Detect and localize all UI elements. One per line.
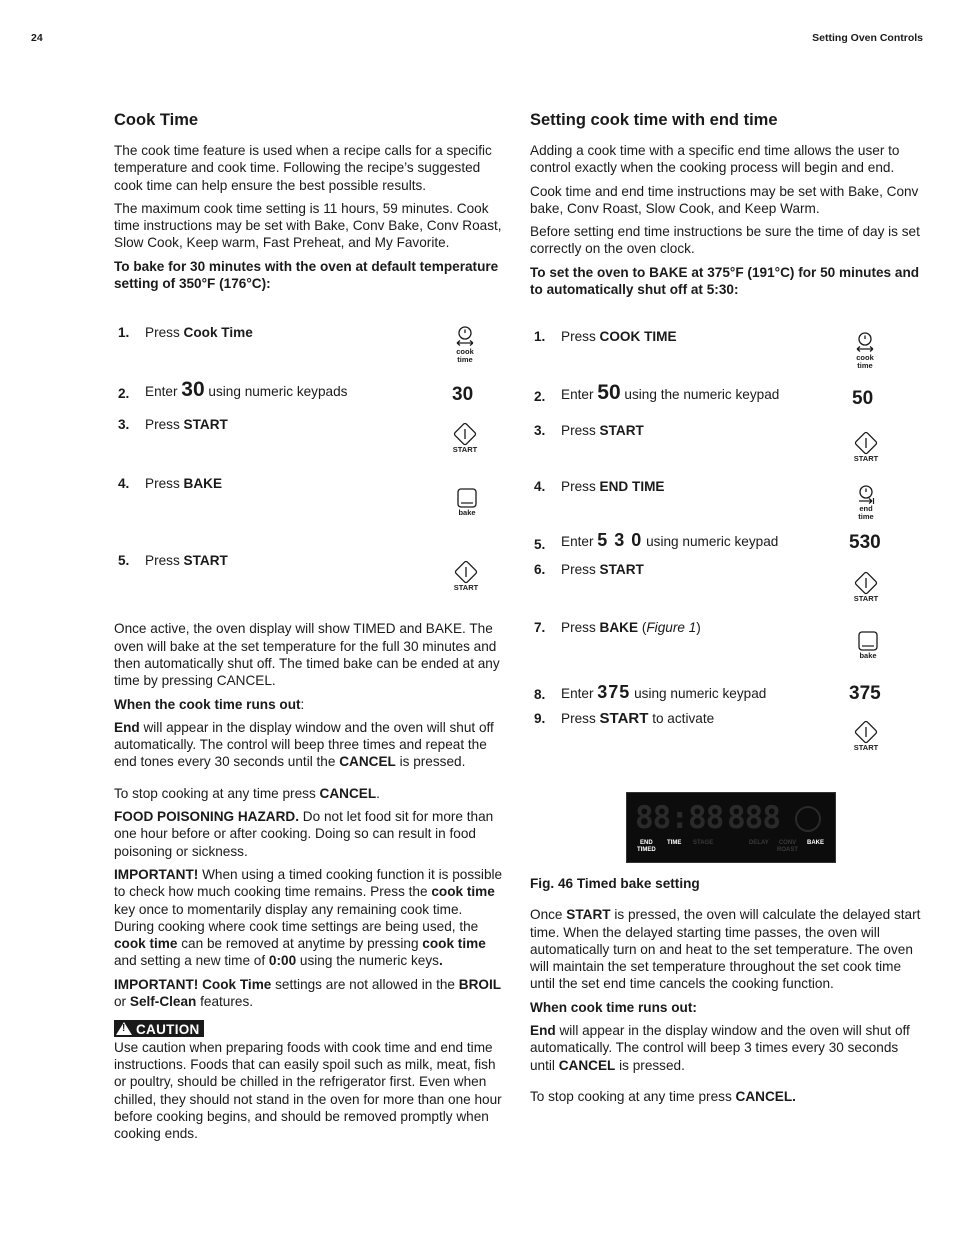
bake-icon: bake	[846, 630, 890, 660]
end-paragraph: End will appear in the display window and the oven will shut off automatically. The control will beep three times and repeat the end tones every 30 seconds until the CANCEL is pressed.	[114, 719, 494, 770]
right-paragraph-3: Before setting end time instructions be sure the time of day is set correctly on the oven clock.	[530, 224, 920, 257]
cook-time-icon: cook time	[443, 326, 487, 364]
right-instruction: To set the oven to BAKE at 375°F (191°C) for 50 minutes and to automatically shut off at 5:30:	[530, 264, 920, 298]
important-paragraph-2: IMPORTANT! Cook Time settings are not allowed in the BROIL or Self-Clean features.	[114, 976, 502, 1010]
right-paragraph-1: Adding a cook time with a specific end time allows the user to control exactly when the cooking process will begin and end.	[530, 143, 900, 176]
temp-digits: 888	[727, 800, 780, 836]
cook-time-icon: cook time	[843, 332, 887, 370]
display-value: 30	[452, 384, 474, 406]
time-label: TIME	[667, 840, 682, 846]
time-digits: 88:88	[635, 800, 724, 836]
bake-icon: bake	[445, 487, 489, 517]
start-icon: START	[444, 560, 488, 592]
display-value: 50	[852, 388, 874, 410]
once-start-paragraph: Once START is pressed, the oven will calculate the delayed start time. When the delayed starting time passes, the oven will automatically turn on and heat to the set temperature. The oven will maintain the set temperature throughout the set cook time until the set end time cancels the cooking function.	[530, 907, 921, 992]
section-title: Setting Oven Controls	[812, 32, 923, 44]
start-icon: START	[844, 431, 888, 463]
important-paragraph-1: IMPORTANT! When using a timed cooking function it is possible to check how much cooking time remains. Press the cook time key once to momentarily display any remaining cook time. During cooking where cook time settings are being used, the cook time can be removed at anytime by pressing cook time and setting a new time of 0:00 using the numeric keys.	[114, 866, 503, 969]
conv-roast-label: CONV ROAST	[777, 840, 798, 853]
once-active-paragraph: Once active, the oven display will show TIMED and BAKE. The oven will bake at the set temperature for the full 30 minutes and then automatically shut off. The timed bake can be ended at any time by pressing CANCEL.	[114, 621, 500, 689]
stop-paragraph: To stop cooking at any time press CANCEL.	[530, 1088, 796, 1104]
display-value: 530	[849, 532, 881, 554]
end-timed-label: END TIMED	[637, 840, 656, 853]
stop-paragraph: To stop cooking at any time press CANCEL.	[114, 785, 380, 801]
instruction: To bake for 30 minutes with the oven at default temperature setting of 350°F (176°C):	[114, 258, 499, 292]
end-paragraph: End will appear in the display window and the oven will shut off automatically. The control will beep 3 times every 30 seconds until CANCEL is pressed.	[530, 1023, 910, 1073]
left-steps: 1. Press Cook Time cook time 2. Enter 30 using numeric keypads 30 3. Press START START 4. Press BAKE bake 5. Press START START	[114, 306, 506, 606]
fan-icon	[795, 806, 821, 832]
right-column-lower	[530, 875, 922, 1111]
figure-caption: Fig. 46 Timed bake setting	[530, 876, 700, 891]
runs-out-heading: When the cook time runs out:	[114, 696, 305, 712]
cook-time-heading: Cook Time	[114, 111, 199, 129]
runs-out-heading: When cook time runs out:	[530, 999, 697, 1015]
display-value: 375	[849, 683, 881, 705]
start-icon: START	[443, 422, 487, 454]
stage-label: STAGE	[693, 840, 714, 846]
right-column	[530, 110, 922, 752]
intro-paragraph-2: The maximum cook time setting is 11 hours, 59 minutes. Cook time instructions may be set with Bake, Conv Bake, Conv Roast, Slow Cook, Keep warm, Fast Preheat, and My Favorite.	[114, 200, 502, 251]
start-icon: START	[844, 571, 888, 603]
end-time-heading: Setting cook time with end time	[530, 111, 778, 129]
caution-block	[114, 1020, 506, 1142]
caution-badge: !CAUTION	[114, 1020, 204, 1037]
right-steps: 1. Press COOK TIME cook time 2. Enter 50 using the numeric keypad 50 3. Press START START 4. Press END TIME end time 5. Enter 5 3 0 using numeric keypad 530 6. Press START START 7. Press BAKE (Figure 1) bake 8. Enter 375 using numeric keypad 375 9. Press START to activate START	[530, 312, 922, 752]
page-number: 24	[31, 32, 43, 44]
warning-icon	[116, 1022, 132, 1035]
intro-paragraph-1: The cook time feature is used when a recipe calls for a specific temperature and cook time. Following the recipe’s suggested cook time can help ensure the best possible results.	[114, 143, 492, 193]
left-column	[114, 110, 506, 1148]
caution-text: Use caution when preparing foods with cook time and end time instructions. Foods that can easily spoil such as milk, meat, fish or poultry, should be chilled in the refrigerator first. Even when chilled, they should not stand in the oven for more than one hour before cooking begins, and should be removed promptly when cooking ends.	[114, 1039, 502, 1142]
right-paragraph-2: Cook time and end time instructions may be set with Bake, Conv bake, Conv Roast, Slow Cook, and Keep Warm.	[530, 183, 919, 216]
bake-label: BAKE	[807, 840, 825, 846]
start-icon: START	[844, 720, 888, 752]
end-time-icon: end time	[844, 485, 888, 521]
delay-label: DELAY	[749, 840, 769, 846]
oven-display-panel	[626, 792, 836, 863]
food-poisoning-paragraph: FOOD POISONING HAZARD. Do not let food sit for more than one hour before or after cooking. Doing so can result in food poisoning or sickness.	[114, 809, 494, 859]
